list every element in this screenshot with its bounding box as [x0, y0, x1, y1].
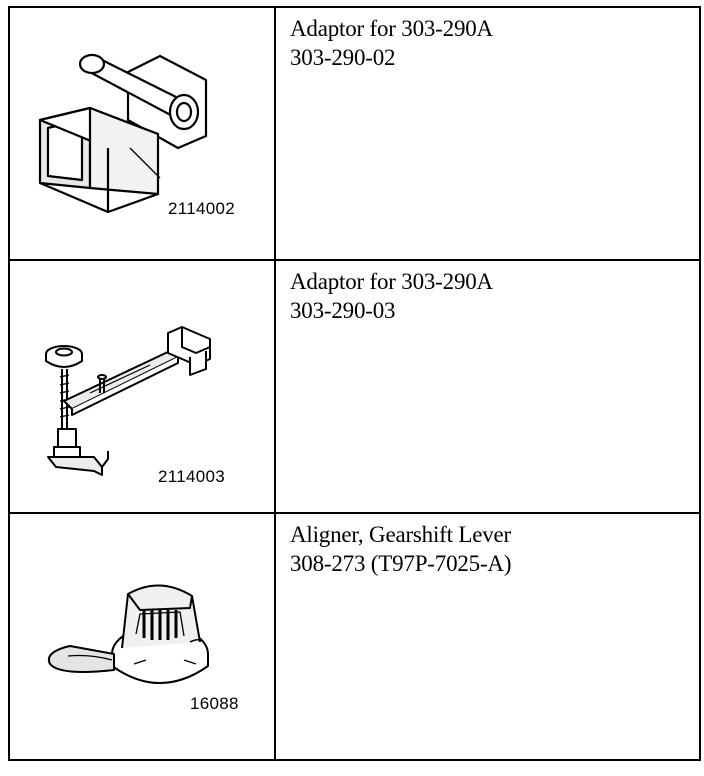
tool-description-cell	[276, 261, 699, 512]
tool-title: Adaptor for 303-290A	[290, 269, 493, 294]
tool-image-cell	[10, 261, 276, 512]
tool-image-cell	[10, 514, 276, 759]
tool-image-cell	[10, 8, 276, 259]
tool-part-number: 303-290-02	[290, 45, 396, 70]
tool-description-cell	[276, 8, 699, 259]
figure-number: 2114002	[168, 199, 236, 218]
tool-title: Aligner, Gearshift Lever	[290, 522, 511, 547]
tool-part-number: 303-290-03	[290, 298, 396, 323]
tool-row	[10, 261, 699, 514]
tool-title: Adaptor for 303-290A	[290, 16, 493, 41]
tool-part-number: 308-273 (T97P-7025-A)	[290, 551, 512, 576]
tool-row	[10, 514, 699, 759]
special-tools-table	[8, 6, 701, 761]
figure-number: 16088	[190, 694, 239, 713]
figure-number: 2114003	[158, 467, 226, 486]
tool-description-cell	[276, 514, 699, 759]
adaptor-clamp-tool-illustration	[10, 261, 274, 511]
gearshift-lever-aligner-illustration	[10, 514, 274, 757]
tool-row	[10, 8, 699, 261]
adaptor-tool-illustration	[10, 8, 274, 258]
